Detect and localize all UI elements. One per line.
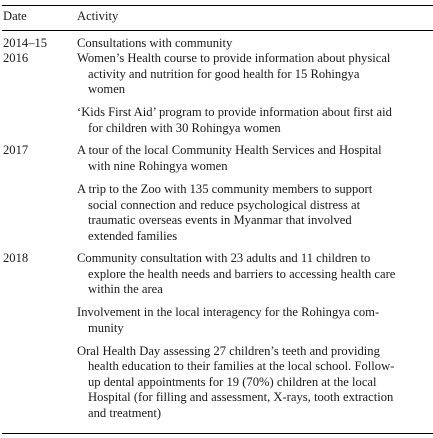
activity-line: and treatment) <box>88 405 162 420</box>
activity-line: Involvement in the local interagency for the Rohingya com- <box>77 305 380 319</box>
activity-line: with nine Rohingya women <box>88 158 228 173</box>
table-bottom-rule <box>2 433 433 434</box>
row-date: 2014–15 <box>3 36 48 50</box>
activity-line: Community consultation with 23 adults and 11 children to <box>77 251 371 265</box>
activity-line: Oral Health Day assessing 27 children’s teeth and providing <box>77 343 380 358</box>
row-date: 2018 <box>3 251 29 265</box>
activity-line: extended families <box>88 228 178 243</box>
activity-line: social connection and reduce psychological distress at <box>88 197 361 212</box>
activity-line: activity and nutrition for good health for 15 Rohingya <box>88 66 360 81</box>
activity-line: Hospital (for filling and assessment, X-rays, tooth extraction <box>88 390 394 404</box>
activity-line: A trip to the Zoo with 135 community members to support <box>77 182 373 196</box>
table-top-rule <box>2 5 433 6</box>
activity-line: within the area <box>88 282 163 296</box>
row-date: 2016 <box>3 51 29 65</box>
activity-line: traumatic overseas events in Myanmar that involved <box>88 213 352 227</box>
column-header-date: Date <box>3 9 27 23</box>
activity-line: for children with 30 Rohingya women <box>88 120 281 135</box>
column-header-activity: Activity <box>77 9 119 23</box>
activity-line: Women’s Health course to provide information about physical <box>77 51 391 65</box>
activity-line: munity <box>88 320 124 335</box>
activity-line: health education to their families at the local school. Follow- <box>88 359 395 373</box>
header-rule <box>2 30 433 31</box>
activity-line: Consultations with community <box>77 36 233 50</box>
activity-line: women <box>88 82 126 96</box>
activity-line: up dental appointments for 19 (70%) children at the local <box>88 374 377 389</box>
activity-line: explore the health needs and barriers to accessing health care <box>88 266 396 281</box>
activity-line: ‘Kids First Aid’ program to provide information about first aid <box>77 105 392 119</box>
activity-line: A tour of the local Community Health Services and Hospital <box>77 143 382 157</box>
row-date: 2017 <box>3 143 29 157</box>
